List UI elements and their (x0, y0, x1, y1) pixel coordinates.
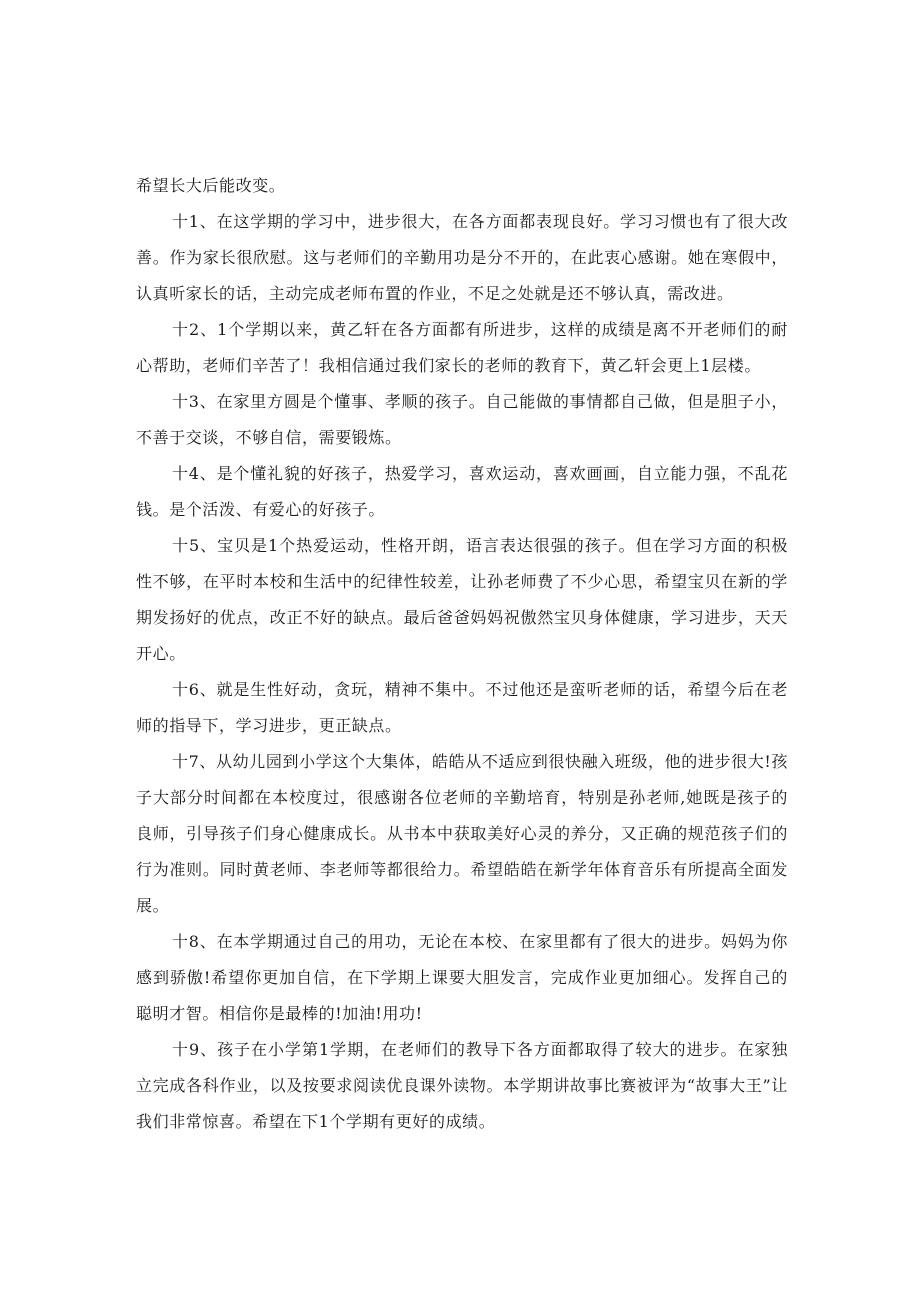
paragraph-item-19: 十9、孩子在小学第1学期，在老师们的教导下各方面都取得了较大的进步。在家独立完成各科作业，以及按要求阅读优良课外读物。本学期讲故事比赛被评为“故事大王”让我们非常惊喜。希望在下1个学期有更好的成绩。 (136, 1040, 788, 1131)
paragraph-item-14: 十4、是个懂礼貌的好孩子，热爱学习，喜欢运动，喜欢画画，自立能力强，不乱花钱。是个活泼、有爱心的好孩子。 (136, 464, 788, 519)
paragraph-item-12: 十2、1个学期以来，黄乙轩在各方面都有所进步，这样的成绩是离不开老师们的耐心帮助，老师们辛苦了！我相信通过我们家长的老师的教育下，黄乙轩会更上1层楼。 (136, 320, 788, 375)
paragraph-continuation: 希望长大后能改变。 (136, 176, 286, 195)
paragraph-item-18: 十8、在本学期通过自己的用功，无论在本校、在家里都有了很大的进步。妈妈为你感到骄傲!希望你更加自信，在下学期上课要大胆发言，完成作业更加细心。发挥自己的聪明才智。相信你是最棒的!加油!用功! (136, 932, 788, 1023)
paragraph-item-16: 十6、就是生性好动，贪玩，精神不集中。不过他还是蛮听老师的话，希望今后在老师的指导下，学习进步，更正缺点。 (136, 680, 788, 735)
paragraph-item-15: 十5、宝贝是1个热爱运动，性格开朗，语言表达很强的孩子。但在学习方面的积极性不够，在平时本校和生活中的纪律性较差，让孙老师费了不少心思，希望宝贝在新的学期发扬好的优点，改正不好的缺点。最后爸爸妈妈祝傲然宝贝身体健康，学习进步，天天开心。 (136, 536, 788, 663)
document-page (136, 168, 788, 1140)
paragraph-item-13: 十3、在家里方圆是个懂事、孝顺的孩子。自己能做的事情都自己做，但是胆子小，不善于交谈，不够自信，需要锻炼。 (136, 392, 788, 447)
paragraph-item-11: 十1、在这学期的学习中，进步很大，在各方面都表现良好。学习习惯也有了很大改善。作为家长很欣慰。这与老师们的辛勤用功是分不开的，在此衷心感谢。她在寒假中，认真听家长的话，主动完成老师布置的作业，不足之处就是还不够认真，需改进。 (136, 212, 788, 303)
paragraph-item-17: 十7、从幼儿园到小学这个大集体，皓皓从不适应到很快融入班级，他的进步很大!孩子大部分时间都在本校度过，很感谢各位老师的辛勤培育，特别是孙老师,她既是孩子的良师，引导孩子们身心健康成长。从书本中获取美好心灵的养分，又正确的规范孩子们的行为准则。同时黄老师、李老师等都很给力。希望皓皓在新学年体育音乐有所提高全面发展。 (136, 752, 788, 915)
